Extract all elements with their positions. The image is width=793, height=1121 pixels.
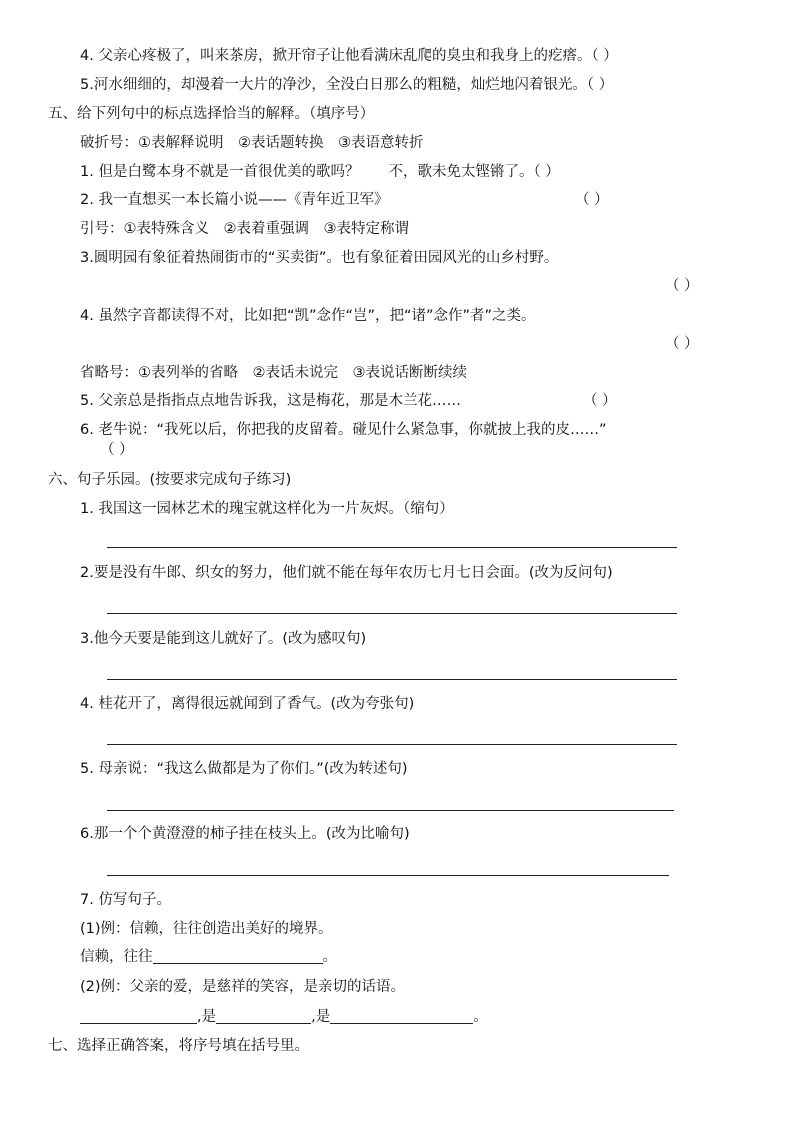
- section-6-title: 六、句子乐园。(按要求完成句子练习): [48, 472, 292, 488]
- s6-question-3: 3.他今天要是能到这儿就好了。(改为感叹句): [80, 631, 367, 647]
- example-1: (1)例：信赖，往往创造出美好的境界。: [80, 921, 333, 937]
- answer-paren[interactable]: （ ）: [665, 278, 699, 294]
- imitation-1-prefix: 信赖，往往: [80, 949, 153, 965]
- imitation-2-sep: ,是: [197, 1009, 217, 1025]
- s5-question-5: 5. 父亲总是指指点点地告诉我，这是梅花，那是木兰花……: [80, 393, 461, 409]
- answer-paren[interactable]: （ ）: [575, 192, 609, 208]
- answer-paren[interactable]: （ ）: [665, 336, 699, 352]
- dash-options: 破折号：①表解释说明 ②表话题转换 ③表语意转折: [80, 135, 424, 151]
- fill-blank[interactable]: [330, 1009, 473, 1024]
- s5-question-3: 3.圆明园有象征着热闹街市的“买卖街”。也有象征着田园风光的山乡村野。: [80, 250, 559, 266]
- s5-question-1: 1. 但是白鹭本身不就是一首很优美的歌吗？ 不，歌未免太铿锵了。（ ）: [80, 164, 560, 180]
- imitation-2-end: 。: [473, 1009, 488, 1025]
- answer-line[interactable]: [107, 547, 677, 548]
- fill-blank[interactable]: [153, 949, 323, 964]
- fill-blank[interactable]: [216, 1009, 311, 1024]
- question-4-top: 4. 父亲心疼极了，叫来茶房，掀开帘子让他看满床乱爬的臭虫和我身上的疙瘩。（ ）: [80, 48, 618, 64]
- s6-question-1: 1. 我国这一园林艺术的瑰宝就这样化为一片灰烬。（缩句）: [80, 501, 454, 517]
- s5-question-2: 2. 我一直想买一本长篇小说——《青年近卫军》: [80, 192, 389, 208]
- imitation-1-end: 。: [322, 949, 337, 965]
- question-5-top: 5.河水细细的，却漫着一大片的净沙，全没白日那么的粗糙，灿烂地闪着银光。（ ）: [80, 77, 614, 93]
- s6-question-4: 4. 桂花开了，离得很远就闻到了香气。(改为夸张句): [80, 696, 415, 712]
- answer-paren[interactable]: （ ）: [100, 442, 134, 458]
- s6-question-5: 5. 母亲说：“我这么做都是为了你们。”(改为转述句): [80, 761, 408, 777]
- ellipsis-options: 省略号：①表列举的省略 ②表话未说完 ③表说话断断续续: [80, 365, 467, 381]
- s5-question-6: 6. 老牛说：“我死以后，你把我的皮留着。碰见什么紧急事，你就披上我的皮……”: [80, 422, 607, 438]
- answer-paren[interactable]: （ ）: [583, 393, 617, 409]
- answer-line[interactable]: [107, 875, 669, 876]
- s6-question-6: 6.那一个个黄澄澄的柿子挂在枝头上。(改为比喻句): [80, 826, 410, 842]
- section-7-title: 七、选择正确答案，将序号填在括号里。: [48, 1038, 309, 1054]
- answer-line[interactable]: [107, 613, 677, 614]
- imitation-2: [80, 1007, 488, 1027]
- section-5-title: 五、给下列句中的标点选择恰当的解释。（填序号）: [48, 106, 375, 122]
- answer-line[interactable]: [107, 744, 677, 745]
- imitation-1: [80, 947, 337, 967]
- imitation-2-sep: ,是: [311, 1009, 331, 1025]
- s6-question-2: 2.要是没有牛郎、织女的努力，他们就不能在每年农历七月七日会面。(改为反问句): [80, 565, 613, 581]
- s6-question-7: 7. 仿写句子。: [80, 892, 171, 908]
- fill-blank[interactable]: [80, 1009, 197, 1024]
- s5-question-4: 4. 虽然字音都读得不对，比如把“凯”念作“岂”，把“诸”念作”者”之类。: [80, 308, 536, 324]
- answer-line[interactable]: [107, 679, 677, 680]
- answer-line[interactable]: [107, 810, 674, 811]
- example-2: (2)例：父亲的爱，是慈祥的笑容，是亲切的话语。: [80, 979, 406, 995]
- quote-options: 引号：①表特殊含义 ②表着重强调 ③表特定称谓: [80, 221, 409, 237]
